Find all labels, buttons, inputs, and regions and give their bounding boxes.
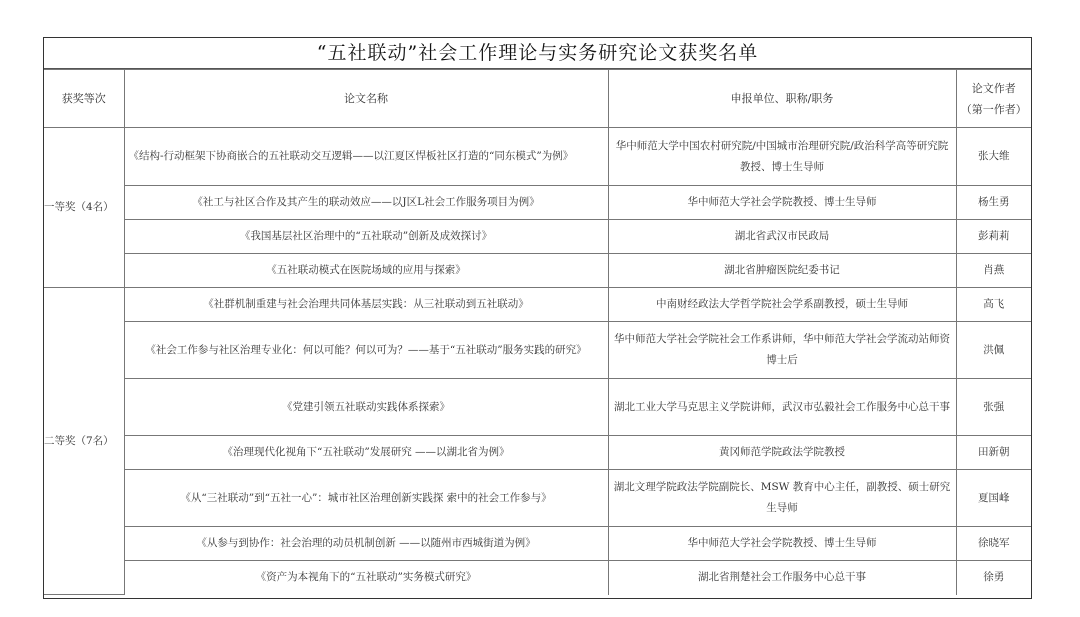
- table-row: [44, 322, 1031, 379]
- org-info: 华中师范大学社会学院教授、博士生导师: [608, 527, 956, 561]
- table-row: [44, 220, 1031, 254]
- header-author-line1: 论文作者: [971, 81, 1016, 95]
- org-info: 湖北省武汉市民政局: [608, 220, 956, 254]
- rank-first-prize: 一等奖（4名）: [44, 128, 124, 288]
- document-title: “五社联动”社会工作理论与实务研究论文获奖名单: [44, 38, 1031, 69]
- table-row: [44, 379, 1031, 436]
- header-rank: 获奖等次: [44, 70, 124, 128]
- table-row: [44, 254, 1031, 288]
- author-name: 张强: [956, 379, 1031, 436]
- org-info: 华中师范大学中国农村研究院/中国城市治理研究院/政治科学高等研究院教授、博士生导师: [608, 128, 956, 186]
- org-info: 黄冈师范学院政法学院教授: [608, 436, 956, 470]
- org-info: 湖北文理学院政法学院副院长、MSW 教育中心主任，副教授、硕士研究生导师: [608, 470, 956, 527]
- table-row: [44, 561, 1031, 595]
- header-author: [956, 70, 1031, 128]
- paper-title: 《结构-行动框架下协商嵌合的五社联动交互逻辑——以江夏区悍板社区打造的“同东模式”为例》: [124, 128, 608, 186]
- table-row: [44, 436, 1031, 470]
- table-row: [44, 288, 1031, 322]
- org-info: 华中师范大学社会学院社会工作系讲师，华中师范大学社会学流动站师资博士后: [608, 322, 956, 379]
- org-info: 中南财经政法大学哲学院社会学系副教授，硕士生导师: [608, 288, 956, 322]
- author-name: 张大维: [956, 128, 1031, 186]
- paper-title: 《社群机制重建与社会治理共同体基层实践：从三社联动到五社联动》: [124, 288, 608, 322]
- org-info: 湖北工业大学马克思主义学院讲师，武汉市弘毅社会工作服务中心总干事: [608, 379, 956, 436]
- table-row: [44, 186, 1031, 220]
- paper-title: 《五社联动模式在医院场域的应用与探索》: [124, 254, 608, 288]
- author-name: 徐勇: [956, 561, 1031, 595]
- header-row: [44, 70, 1031, 128]
- author-name: 彭莉莉: [956, 220, 1031, 254]
- paper-title: 《从参与到协作：社会治理的动员机制创新 ——以随州市西城街道为例》: [124, 527, 608, 561]
- paper-title: 《社会工作参与社区治理专业化：何以可能？何以可为？——基于“五社联动”服务实践的研究》: [124, 322, 608, 379]
- org-info: 湖北省荆楚社会工作服务中心总干事: [608, 561, 956, 595]
- paper-title: 《资产为本视角下的“五社联动”实务模式研究》: [124, 561, 608, 595]
- header-author-line2: （第一作者）: [960, 102, 1027, 116]
- author-name: 杨生勇: [956, 186, 1031, 220]
- paper-title: 《党建引领五社联动实践体系探索》: [124, 379, 608, 436]
- author-name: 洪佩: [956, 322, 1031, 379]
- author-name: 徐晓军: [956, 527, 1031, 561]
- author-name: 肖燕: [956, 254, 1031, 288]
- award-list-sheet: [43, 37, 1032, 599]
- org-info: 湖北省肿瘤医院纪委书记: [608, 254, 956, 288]
- org-info: 华中师范大学社会学院教授、博士生导师: [608, 186, 956, 220]
- author-name: 高飞: [956, 288, 1031, 322]
- author-name: 田新朝: [956, 436, 1031, 470]
- paper-title: 《治理现代化视角下“五社联动”发展研究 ——以湖北省为例》: [124, 436, 608, 470]
- header-org: 申报单位、职称/职务: [608, 70, 956, 128]
- award-table: [44, 69, 1031, 595]
- header-paper: 论文名称: [124, 70, 608, 128]
- table-row: [44, 128, 1031, 186]
- paper-title: 《从“三社联动”到“五社一心”：城市社区治理创新实践探 索中的社会工作参与》: [124, 470, 608, 527]
- paper-title: 《我国基层社区治理中的“五社联动”创新及成效探讨》: [124, 220, 608, 254]
- rank-second-prize: 二等奖（7名）: [44, 288, 124, 595]
- author-name: 夏国峰: [956, 470, 1031, 527]
- paper-title: 《社工与社区合作及其产生的联动效应——以J区L社会工作服务项目为例》: [124, 186, 608, 220]
- table-row: [44, 470, 1031, 527]
- table-row: [44, 527, 1031, 561]
